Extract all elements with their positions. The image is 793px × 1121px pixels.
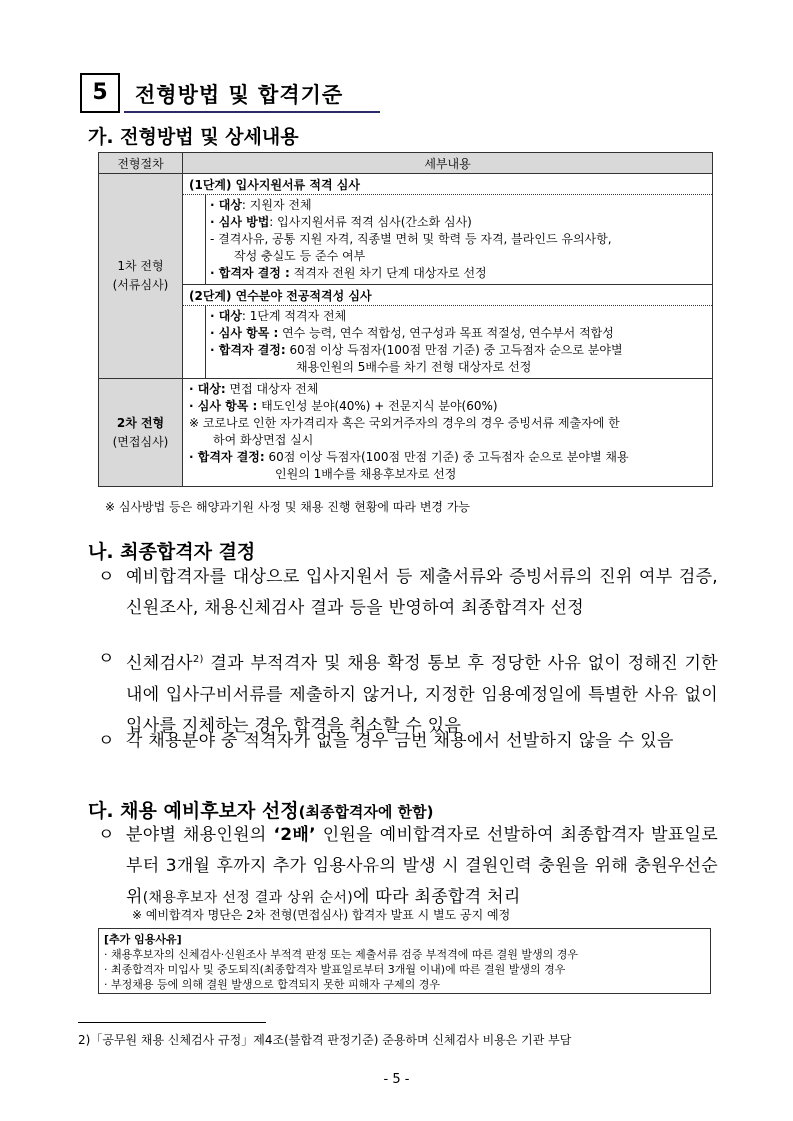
stage1-sublabel: (서류심사) [112,278,169,292]
section-number: 5 [80,73,120,113]
stage2-label-cell [99,379,183,487]
table-header-procedure: 전형절차 [99,153,183,174]
footnote-divider [78,1022,266,1023]
footnote-ref: 2) [192,654,204,665]
box-item: · 최종합격자 미입사 및 중도퇴직(최종합격자 발표일로부터 3개월 이내)에 따른 결원 발생의 경우 [104,963,566,976]
stage2-label: 2차 전형 [116,415,165,430]
table-header-details: 세부내용 [183,153,713,174]
step2-body: · 대상: 1단계 적격자 전체 · 심사 항목 : 연수 능력, 연수 적합성, 연구성과 목표 적절성, 연수부서 적합성 · 합격자 결정: 60점 이상 득점자(100점 만점 기준) 중 고득점자 순으로 분야별 채용인원의 5배수를 차기 전형 대상자로 선정 [205,306,712,378]
box-item: · 부정채용 등에 의해 결원 발생으로 합격되지 못한 피해자 구제의 경우 [104,978,440,991]
subsection-b-title: 나. 최종합격자 결정 [88,541,256,563]
section-underline [124,111,380,113]
table-note: ※ 심사방법 등은 해양과기원 사정 및 채용 진행 현황에 따라 변경 가능 [105,500,471,514]
step1-title: (1단계) 입사지원서류 적격 심사 [183,174,712,195]
bullet-item-1: ㅇ 예비합격자를 대상으로 입사지원서 등 제출서류와 증빙서류의 진위 여부 검증, 신원조사, 채용신체검사 결과 등을 반영하여 최종합격자 선정 [98,567,718,618]
stage2-sublabel: (면접심사) [112,434,169,449]
stage1-label-cell [99,174,183,379]
stage1-details [183,174,713,379]
section-title: 전형방법 및 합격기준 [135,83,344,107]
subsection-c-title: 다. 채용 예비후보자 선정(최종합격자에 한함) [88,800,434,822]
bullet-item-4: ㅇ 분야별 채용인원의 ‘2배’ 인원을 예비합격자로 선발하여 최종합격자 발표일로부터 3개월 후까지 추가 임용사유의 발생 시 결원인력 충원을 위해 충원우선순위(채용후보자 선정 결과 상위 순서)에 따라 최종합격 처리 [98,825,718,907]
stage1-label: 1차 전형 [117,259,164,273]
page-number: - 5 - [383,1072,410,1087]
section-header [80,73,380,113]
additional-appointment-box [98,928,711,994]
screening-table [98,152,713,487]
step2-title: (2단계) 연수분야 전공적격성 심사 [183,284,712,306]
reserve-note: ※ 예비합격자 명단은 2차 전형(면접심사) 합격자 발표 시 별도 공지 예정 [132,908,511,922]
bullet-item-2: ㅇ 신체검사$^{2)}$ 결과 부적격자 및 채용 확정 통보 후 정당한 사유 없이 정해진 기한 내에 입사구비서류를 제출하지 않거나, 지정한 임용예정일에 특별한 사유 없이 입사를 지체하는 경우 합격을 취소할 수 있음 [98,649,718,736]
stage2-details: · 대상: 면접 대상자 전체 · 심사 항목 : 태도인성 분야(40%) + 전문지식 분야(60%) ※ 코로나로 인한 자가격리자 혹은 국외거주자의 경우의 경우 증빙서류 제출자에 한 하여 화상면접 실시 · 합격자 결정: 60점 이상 득점자(100점 만점 기준) 중 고득점자 순으로 분야별 채용 인원의 1배수를 채용후보자로 선정 [183,379,713,487]
step1-body: · 대상: 지원자 전체 · 심사 방법: 입사지원서류 적격 심사(간소화 심사) - 결격사유, 공통 지원 자격, 직종별 면허 및 학력 등 자격, 블라인드 유의사항, 작성 충실도 등 준수 여부 · 합격자 결정 : 적격자 전원 차기 단계 대상자로 선정 [205,195,712,284]
subsection-a-title: 가. 전형방법 및 상세내용 [88,126,299,148]
bullet-item-3: ㅇ 각 채용분야 중 적격자가 없을 경우 금번 채용에서 선발하지 않을 수 있음 [98,731,674,751]
box-title: [추가 임용사유] [104,933,182,946]
box-item: · 채용후보자의 신체검사·신원조사 부적격 판정 또는 제출서류 검증 부적격에 따른 결원 발생의 경우 [104,948,578,961]
footnote: 2)「공무원 채용 신체검사 규정」제4조(불합격 판정기준) 준용하며 신체검사 비용은 기관 부담 [78,1033,572,1047]
